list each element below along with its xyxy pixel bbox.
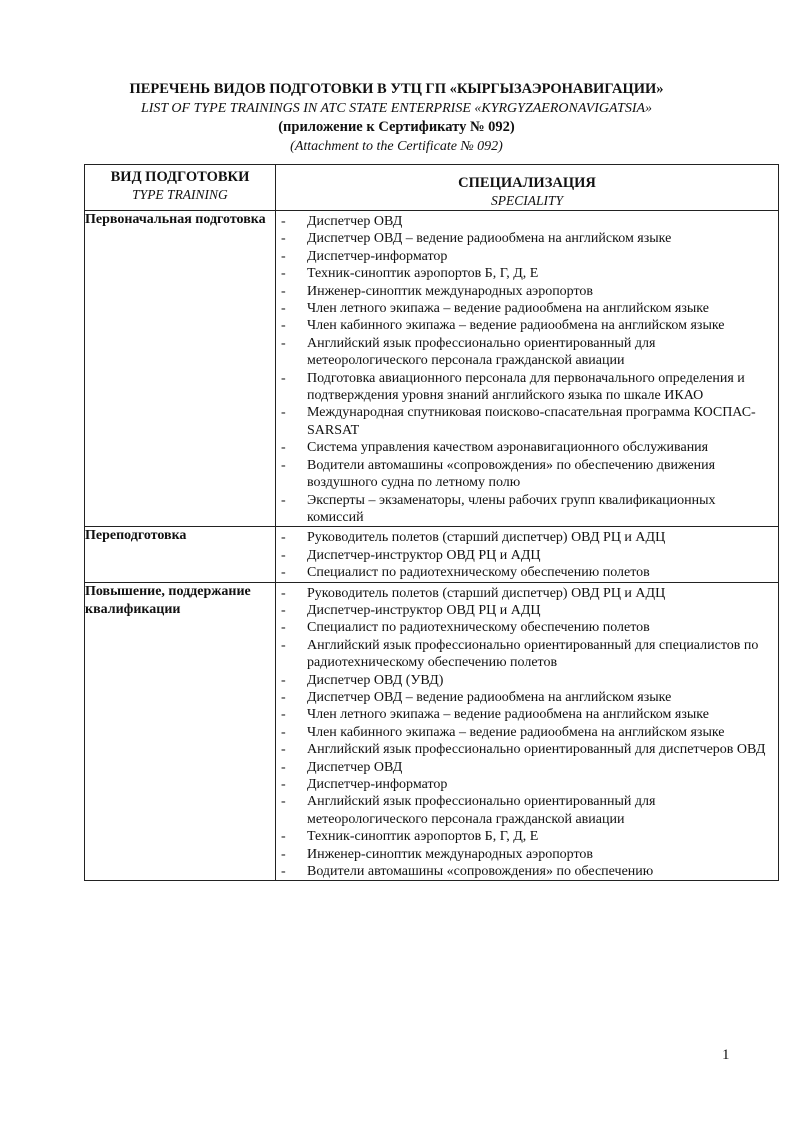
list-item [281,457,774,492]
speciality-text: Диспетчер ОВД (УВД) [307,672,444,688]
speciality-text: Система управления качеством аэронавигационного обслуживания [307,440,709,456]
list-item [281,828,774,845]
list-item [281,370,774,405]
dash-marker: - [281,530,286,546]
speciality-cell [276,211,779,527]
list-item [281,529,774,546]
list-item [281,317,774,334]
dash-marker: - [281,759,286,775]
speciality-text: Диспетчер-информатор [307,777,448,792]
list-item [281,724,774,741]
speciality-text: Английский язык профессионально ориентированный для метеорологического персонала гражданской авиации [307,335,656,369]
attachment-en: (Attachment to the Certificate № 092) [290,139,503,154]
list-item [281,863,774,880]
speciality-cell [276,582,779,881]
speciality-list [276,583,778,881]
table-body [85,211,779,881]
dash-marker: - [281,602,286,618]
speciality-text: Техник-синоптик аэропортов Б, Г, Д, Е [307,829,539,845]
speciality-text: Специалист по радиотехническому обеспечению полетов [307,620,650,636]
col-speciality-en: SPECIALITY [490,193,563,208]
dash-marker: - [281,864,286,880]
dash-marker: - [281,248,286,264]
dash-marker: - [281,231,286,247]
dash-marker: - [281,440,286,456]
list-item [281,689,774,706]
list-item [281,759,774,776]
list-item [281,439,774,456]
col-speciality-header [276,165,779,211]
attachment-ru: (приложение к Сертификату № 092) [278,119,515,135]
title-ru: ПЕРЕЧЕНЬ ВИДОВ ПОДГОТОВКИ В УТЦ ГП «КЫРГЫЗАЭРОНАВИГАЦИИ» [129,81,664,97]
dash-marker: - [281,724,286,740]
list-item [281,793,774,828]
speciality-list [276,211,778,526]
dash-marker: - [281,370,286,386]
col-type-en: TYPE TRAINING [132,187,228,202]
title-en: LIST OF TYPE TRAININGS IN ATC STATE ENTERPRISE «KYRGYZAERONAVIGATSIA» [140,101,653,116]
speciality-text: Английский язык профессионально ориентированный для метеорологического персонала гражданской авиации [307,794,656,827]
dash-marker: - [281,689,286,705]
list-item [281,283,774,300]
col-type-header [85,165,276,211]
list-item [281,585,774,602]
dash-marker: - [281,585,286,601]
training-table [84,164,779,881]
list-item [281,741,774,758]
speciality-text: Член кабинного экипажа – ведение радиообмена на английском языке [307,318,725,334]
speciality-text: Диспетчер ОВД [307,759,403,775]
list-item [281,637,774,672]
list-item [281,672,774,689]
speciality-text: Руководитель полетов (старший диспетчер) ОВД РЦ и АДЦ [307,530,666,546]
dash-marker: - [281,742,286,758]
speciality-text: Диспетчер ОВД – ведение радиообмена на английском языке [307,689,672,705]
dash-marker: - [281,672,286,688]
speciality-text: Английский язык профессионально ориентированный для специалистов по радиотехническому обеспечению полетов [307,637,759,671]
dash-marker: - [281,794,286,810]
list-item [281,564,774,581]
table-row [85,527,779,582]
list-item [281,547,774,564]
dash-marker: - [281,335,286,351]
training-type: Повышение, поддержание квалификации [85,582,276,881]
page-number: 1 [722,1047,730,1063]
list-item [281,846,774,863]
speciality-text: Водители автомашины «сопровождения» по обеспечению [307,864,654,880]
dash-marker: - [281,829,286,845]
dash-marker: - [281,565,286,581]
training-type: Переподготовка [85,527,276,582]
dash-marker: - [281,457,286,473]
training-type: Первоначальная подготовка [85,211,276,527]
list-item [281,230,774,247]
speciality-text: Член летного экипажа – ведение радиообмена на английском языке [307,301,709,317]
dash-marker: - [281,318,286,334]
speciality-text: Диспетчер-информатор [307,248,448,264]
speciality-text: Инженер-синоптик международных аэропортов [307,846,594,862]
speciality-text: Руководитель полетов (старший диспетчер) ОВД РЦ и АДЦ [307,585,666,601]
speciality-text: Член летного экипажа – ведение радиообмена на английском языке [307,707,709,723]
speciality-text: Техник-синоптик аэропортов Б, Г, Д, Е [307,266,539,282]
list-item [281,602,774,619]
list-item [281,492,774,527]
col-speciality-ru: СПЕЦИАЛИЗАЦИЯ [458,175,596,191]
speciality-cell [276,527,779,582]
dash-marker: - [281,777,286,792]
speciality-text: Инженер-синоптик международных аэропортов [307,283,594,299]
list-item [281,619,774,636]
dash-marker: - [281,620,286,636]
table-row [85,211,779,527]
col-type-ru: ВИД ПОДГОТОВКИ [110,169,250,185]
list-item [281,300,774,317]
list-item [281,265,774,282]
speciality-text: Английский язык профессионально ориентированный для диспетчеров ОВД [307,742,766,758]
table-header-row [85,165,779,211]
speciality-text: Диспетчер ОВД – ведение радиообмена на английском языке [307,231,672,247]
speciality-text: Водители автомашины «сопровождения» по обеспечению движения воздушного судна по летному полю [307,457,716,491]
dash-marker: - [281,214,286,229]
dash-marker: - [281,846,286,862]
speciality-text: Эксперты – экзаменаторы, члены рабочих групп квалификационных комиссий [307,492,716,525]
dash-marker: - [281,283,286,299]
dash-marker: - [281,492,286,508]
dash-marker: - [281,301,286,317]
table-row [85,582,779,881]
list-item [281,776,774,793]
list-item [281,248,774,265]
speciality-text: Специалист по радиотехническому обеспечению полетов [307,565,650,581]
speciality-text: Международная спутниковая поисково-спасательная программа КОСПАС-SARSAT [307,405,756,438]
speciality-text: Диспетчер-инструктор ОВД РЦ и АДЦ [307,547,541,563]
list-item [281,213,774,230]
speciality-text: Член кабинного экипажа – ведение радиообмена на английском языке [307,724,725,740]
dash-marker: - [281,405,286,421]
dash-marker: - [281,547,286,563]
list-item [281,706,774,723]
dash-marker: - [281,266,286,282]
dash-marker: - [281,637,286,653]
document-header [0,80,793,156]
speciality-text: Диспетчер-инструктор ОВД РЦ и АДЦ [307,602,541,618]
speciality-text: Подготовка авиационного персонала для первоначального определения и подтверждения уровня знаний английского языка по шкале ИКАО [307,370,745,404]
speciality-list [276,527,778,581]
dash-marker: - [281,707,286,723]
list-item [281,335,774,370]
speciality-text: Диспетчер ОВД [307,214,403,229]
list-item [281,404,774,439]
